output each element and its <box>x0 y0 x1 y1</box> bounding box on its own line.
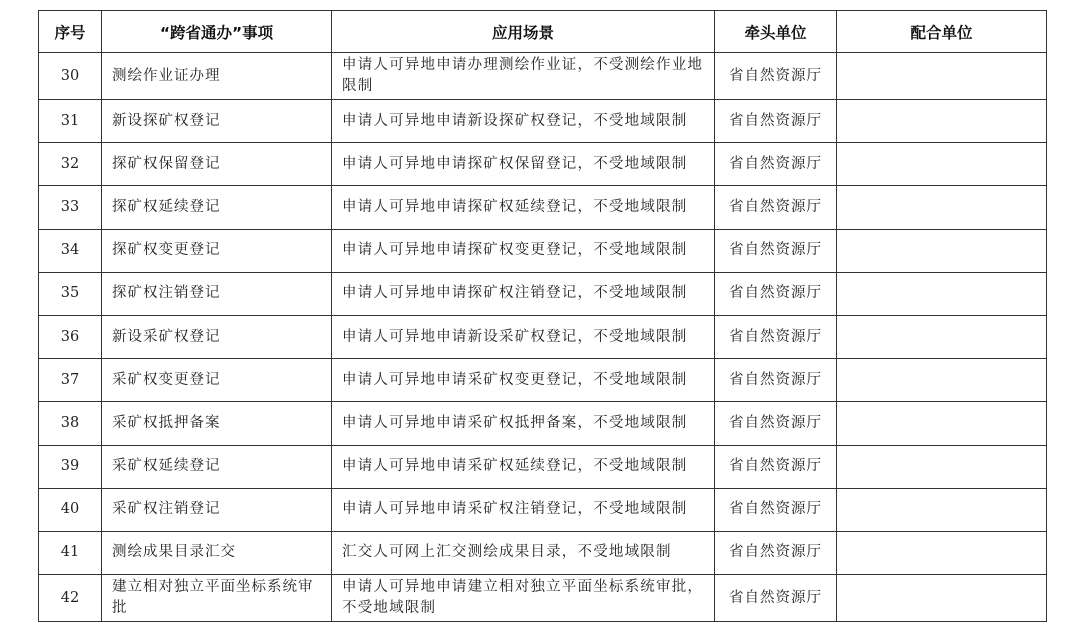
cell-item: 新设采矿权登记 <box>102 315 332 358</box>
cell-lead-unit: 省自然资源厅 <box>715 359 837 402</box>
cell-lead-unit: 省自然资源厅 <box>715 229 837 272</box>
cell-scene: 汇交人可网上汇交测绘成果目录，不受地域限制 <box>332 531 715 574</box>
cell-lead-unit: 省自然资源厅 <box>715 445 837 488</box>
cell-item: 测绘成果目录汇交 <box>102 531 332 574</box>
cell-lead-unit: 省自然资源厅 <box>715 53 837 100</box>
cell-item: 探矿权变更登记 <box>102 229 332 272</box>
cell-scene: 申请人可异地申请建立相对独立平面坐标系统审批，不受地域限制 <box>332 575 715 622</box>
cell-item: 采矿权延续登记 <box>102 445 332 488</box>
table-row <box>39 186 1047 229</box>
table-row <box>39 100 1047 143</box>
cell-lead-unit: 省自然资源厅 <box>715 143 837 186</box>
cell-coop-unit <box>837 575 1047 622</box>
cell-index: 30 <box>39 53 102 100</box>
header-scene: 应用场景 <box>332 11 715 53</box>
cell-scene: 申请人可异地申请探矿权注销登记，不受地域限制 <box>332 272 715 315</box>
table-row <box>39 53 1047 100</box>
table-row <box>39 488 1047 531</box>
cell-scene: 申请人可异地申请采矿权延续登记，不受地域限制 <box>332 445 715 488</box>
cell-index: 36 <box>39 315 102 358</box>
cell-coop-unit <box>837 229 1047 272</box>
cell-index: 34 <box>39 229 102 272</box>
table-row <box>39 575 1047 622</box>
cell-lead-unit: 省自然资源厅 <box>715 315 837 358</box>
cell-lead-unit: 省自然资源厅 <box>715 575 837 622</box>
cell-item: 建立相对独立平面坐标系统审批 <box>102 575 332 622</box>
cell-lead-unit: 省自然资源厅 <box>715 186 837 229</box>
table-row <box>39 143 1047 186</box>
cell-coop-unit <box>837 359 1047 402</box>
cell-coop-unit <box>837 100 1047 143</box>
cell-index: 42 <box>39 575 102 622</box>
cell-scene: 申请人可异地申请新设探矿权登记，不受地域限制 <box>332 100 715 143</box>
cell-item: 探矿权保留登记 <box>102 143 332 186</box>
header-item: “跨省通办”事项 <box>102 11 332 53</box>
cell-coop-unit <box>837 143 1047 186</box>
cell-item: 采矿权变更登记 <box>102 359 332 402</box>
cell-coop-unit <box>837 315 1047 358</box>
header-coop-unit: 配合单位 <box>837 11 1047 53</box>
cell-coop-unit <box>837 53 1047 100</box>
cell-lead-unit: 省自然资源厅 <box>715 488 837 531</box>
cell-scene: 申请人可异地申请采矿权变更登记，不受地域限制 <box>332 359 715 402</box>
document-page <box>38 10 1046 622</box>
header-index: 序号 <box>39 11 102 53</box>
cell-lead-unit: 省自然资源厅 <box>715 272 837 315</box>
cell-coop-unit <box>837 445 1047 488</box>
cell-lead-unit: 省自然资源厅 <box>715 402 837 445</box>
cell-index: 35 <box>39 272 102 315</box>
cell-lead-unit: 省自然资源厅 <box>715 100 837 143</box>
cell-scene: 申请人可异地申请采矿权抵押备案，不受地域限制 <box>332 402 715 445</box>
cell-index: 33 <box>39 186 102 229</box>
table-row <box>39 445 1047 488</box>
cell-scene: 申请人可异地申请探矿权变更登记，不受地域限制 <box>332 229 715 272</box>
cell-coop-unit <box>837 531 1047 574</box>
cell-scene: 申请人可异地申请办理测绘作业证，不受测绘作业地限制 <box>332 53 715 100</box>
cell-lead-unit: 省自然资源厅 <box>715 531 837 574</box>
cell-index: 39 <box>39 445 102 488</box>
table-row <box>39 315 1047 358</box>
cell-index: 37 <box>39 359 102 402</box>
cell-scene: 申请人可异地申请探矿权保留登记，不受地域限制 <box>332 143 715 186</box>
cell-item: 探矿权延续登记 <box>102 186 332 229</box>
cell-index: 32 <box>39 143 102 186</box>
cell-scene: 申请人可异地申请新设采矿权登记，不受地域限制 <box>332 315 715 358</box>
header-lead-unit: 牵头单位 <box>715 11 837 53</box>
table-row <box>39 531 1047 574</box>
cell-coop-unit <box>837 402 1047 445</box>
cell-scene: 申请人可异地申请探矿权延续登记，不受地域限制 <box>332 186 715 229</box>
cell-item: 探矿权注销登记 <box>102 272 332 315</box>
table-body <box>39 53 1047 622</box>
cell-index: 40 <box>39 488 102 531</box>
cell-scene: 申请人可异地申请采矿权注销登记，不受地域限制 <box>332 488 715 531</box>
table-row <box>39 272 1047 315</box>
cell-index: 38 <box>39 402 102 445</box>
table-row <box>39 402 1047 445</box>
cell-index: 41 <box>39 531 102 574</box>
table-row <box>39 229 1047 272</box>
cell-item: 采矿权抵押备案 <box>102 402 332 445</box>
cell-item: 测绘作业证办理 <box>102 53 332 100</box>
table-header <box>39 11 1047 53</box>
cell-coop-unit <box>837 272 1047 315</box>
cell-coop-unit <box>837 186 1047 229</box>
cell-coop-unit <box>837 488 1047 531</box>
cell-item: 采矿权注销登记 <box>102 488 332 531</box>
table-row <box>39 359 1047 402</box>
cell-index: 31 <box>39 100 102 143</box>
header-row <box>39 11 1047 53</box>
cell-item: 新设探矿权登记 <box>102 100 332 143</box>
cross-province-services-table <box>38 10 1047 622</box>
